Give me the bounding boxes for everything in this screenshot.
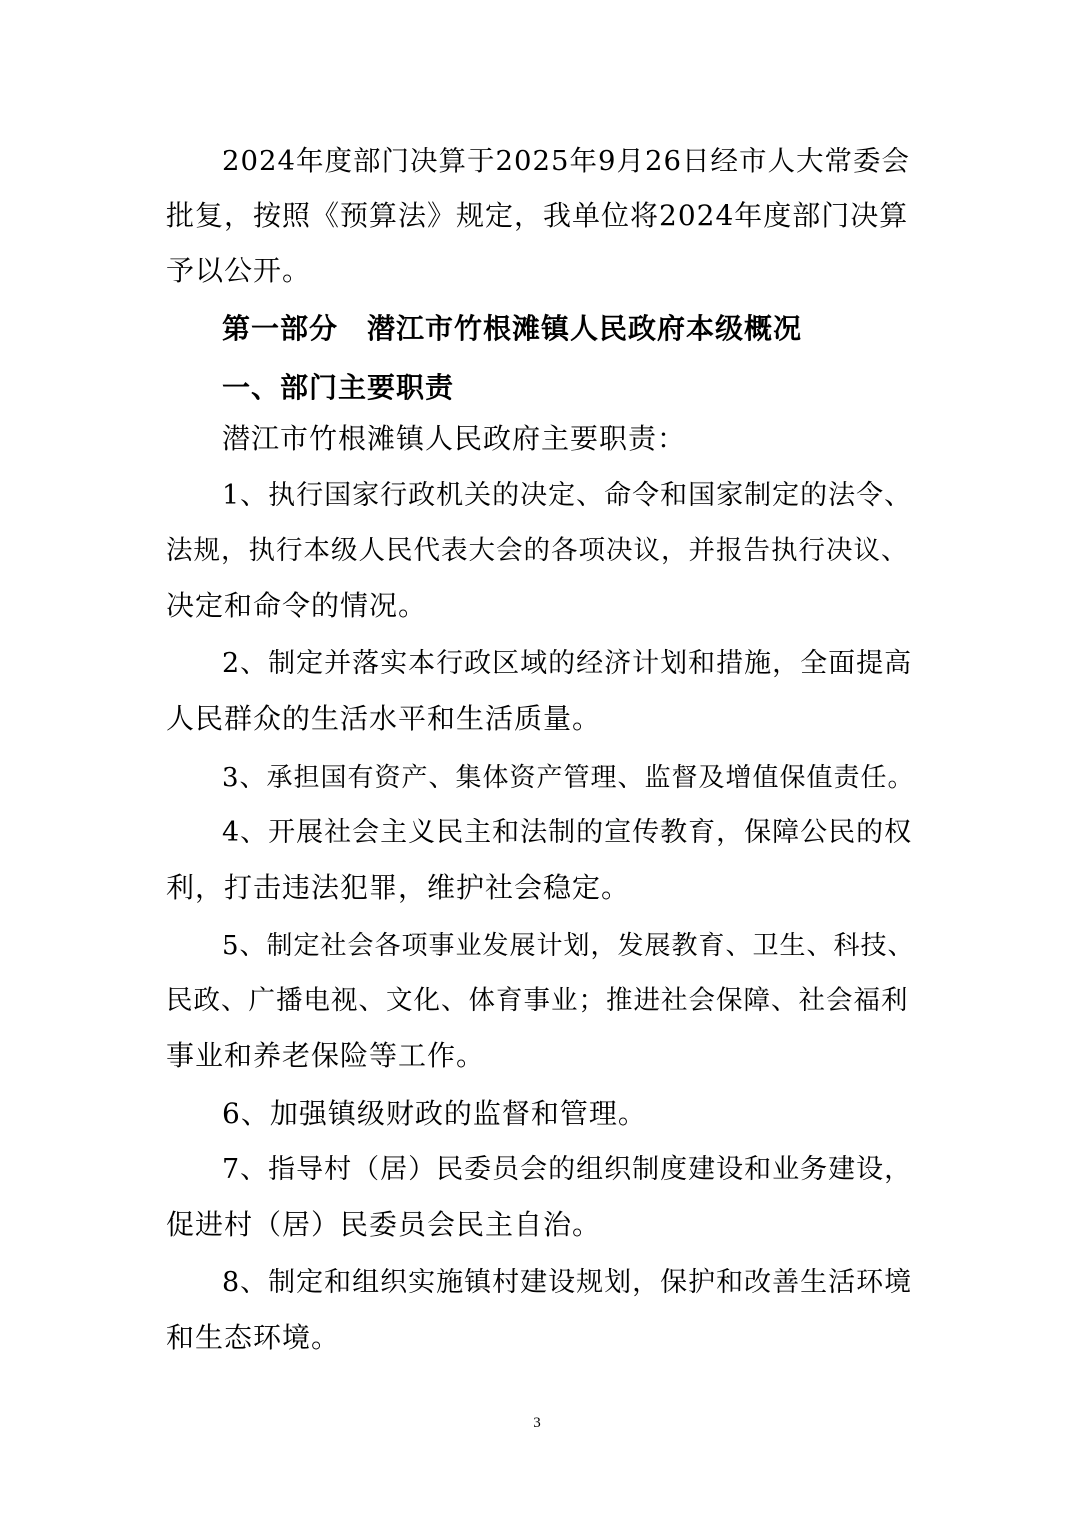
section-heading: 一、部门主要职责 bbox=[222, 371, 455, 404]
intro-line-3: 予以公开。 bbox=[166, 254, 312, 287]
duty-8-line-1: 8、制定和组织实施镇村建设规划，保护和改善生活环境 bbox=[222, 1267, 913, 1298]
duty-3-line-1: 3、承担国有资产、集体资产管理、监督及增值保值责任。 bbox=[222, 763, 915, 793]
duty-4-line-1: 4、开展社会主义民主和法制的宣传教育，保障公民的权 bbox=[222, 817, 913, 848]
duty-5-line-1: 5、制定社会各项事业发展计划，发展教育、卫生、科技、 bbox=[222, 931, 915, 961]
duty-4-line-2: 利，打击违法犯罪，维护社会稳定。 bbox=[166, 871, 631, 904]
page-number: 3 bbox=[533, 1415, 541, 1431]
duty-2-line-2: 人民群众的生活水平和生活质量。 bbox=[166, 702, 602, 735]
duties-intro-line: 潜江市竹根滩镇人民政府主要职责： bbox=[222, 422, 687, 455]
duty-7-line-2: 促进村（居）民委员会民主自治。 bbox=[166, 1208, 602, 1241]
duty-1-line-3: 决定和命令的情况。 bbox=[166, 589, 428, 622]
intro-line-2: 批复，按照《预算法》规定，我单位将2024年度部门决算 bbox=[166, 199, 909, 232]
duty-6-line-1: 6、加强镇级财政的监督和管理。 bbox=[222, 1097, 647, 1130]
duty-1-line-1: 1、执行国家行政机关的决定、命令和国家制定的法令、 bbox=[222, 480, 913, 511]
duty-2-line-1: 2、制定并落实本行政区域的经济计划和措施，全面提高 bbox=[222, 648, 913, 679]
duty-5-line-3: 事业和养老保险等工作。 bbox=[166, 1039, 486, 1072]
duty-1-line-2: 法规，执行本级人民代表大会的各项决议，并报告执行决议、 bbox=[166, 535, 909, 566]
duty-8-line-2: 和生态环境。 bbox=[166, 1321, 341, 1354]
part-heading: 第一部分 潜江市竹根滩镇人民政府本级概况 bbox=[222, 312, 803, 345]
duty-7-line-1: 7、指导村（居）民委员会的组织制度建设和业务建设， bbox=[222, 1154, 913, 1185]
duty-5-line-2: 民政、广播电视、文化、体育事业；推进社会保障、社会福利 bbox=[166, 985, 909, 1016]
intro-line-1: 2024年度部门决算于2025年9月26日经市人大常委会 bbox=[222, 145, 910, 177]
